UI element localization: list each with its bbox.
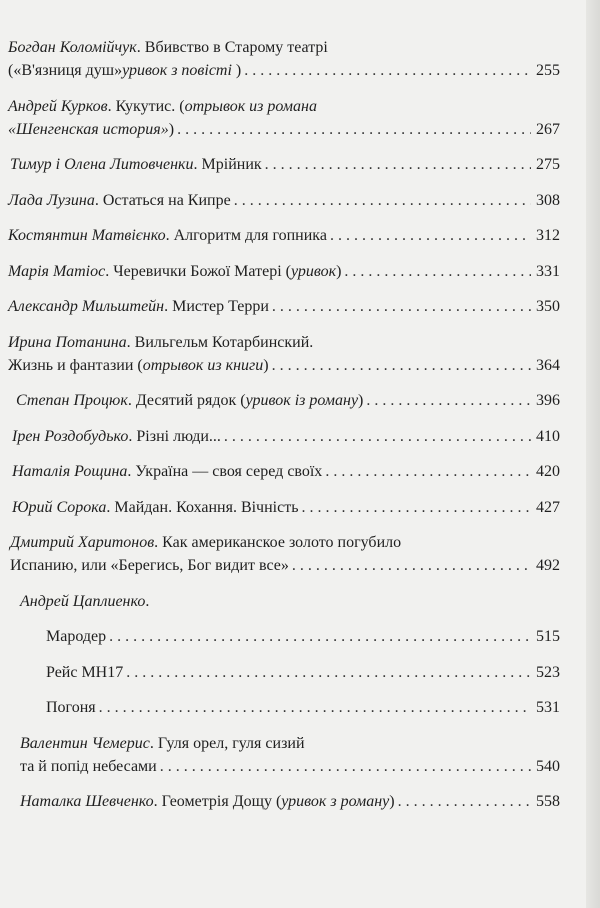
page-number: 331 [536,262,560,280]
entry-title: . Остаться на Кипре [94,191,231,209]
toc-line [8,95,560,118]
author-name: Степан Процюк [16,392,128,409]
author-name: Ірен Роздобудько [12,427,129,445]
toc-line [20,755,560,778]
page-number: 492 [536,557,560,574]
toc-line [46,661,560,684]
toc-text [10,153,262,176]
entry-title: . [145,592,150,610]
entry-title: . Вбивство в Старому театрі [136,39,328,56]
dot-leader [126,661,531,684]
toc-entry [0,732,560,778]
toc-line [8,118,560,141]
dot-leader [160,755,531,778]
dot-leader [325,460,531,483]
toc-text [8,95,317,118]
toc-line [20,590,560,613]
author-name: Богдан Коломійчук [8,39,137,56]
toc-line [10,554,560,577]
page-number: 312 [536,227,560,244]
toc-entry [0,95,560,141]
toc-entry [0,425,560,448]
author-name: Андрей Цаплиенко [20,592,146,610]
author-name: Тимур і Олена Литовченки [10,156,194,173]
toc-text [12,460,322,483]
toc-entry [0,260,560,283]
entry-title: . Вильгельм Котарбинский. [126,333,314,351]
toc-line [8,189,560,212]
toc-text [20,755,157,778]
toc-line [12,460,560,483]
toc-entry [0,460,560,483]
author-name: Юрий Сорока [12,498,107,516]
page-number: 255 [536,62,560,79]
page-number: 350 [536,298,560,315]
entry-note: уривок [290,262,337,280]
dot-leader [224,425,531,448]
dot-leader [398,790,531,813]
dot-leader [244,59,531,82]
dot-leader [234,189,531,212]
dot-leader [265,153,531,176]
entry-title: Рейс МН17 [46,663,124,681]
dot-leader [177,118,531,141]
toc-text [8,59,241,82]
toc-line [8,331,560,354]
toc-line [12,425,560,448]
toc-text [8,224,327,247]
author-name: Ирина Потанина [8,333,127,351]
page-number: 540 [536,757,560,775]
prefix: ( [8,62,14,79]
suffix: ) [263,356,269,374]
entry-title: . Мистер Терри [164,298,269,315]
dot-leader [272,295,531,318]
page-number: 308 [536,191,560,209]
author-name: Дмитрий Харитонов [10,534,155,551]
page-number: 515 [536,628,560,645]
dot-leader [330,224,531,247]
entry-title: . Геометрія Дощу ( [153,793,282,810]
toc-text [46,661,123,684]
suffix: ) [235,62,242,79]
toc-entry [0,531,560,577]
author-name: Андрей Курков [8,97,108,115]
toc-line [10,531,560,554]
toc-line [20,790,560,813]
toc-text [20,732,305,755]
entry-title: . Майдан. Кохання. Вічність [106,498,299,516]
page-number: 364 [536,356,560,374]
page-number: 410 [536,427,560,445]
toc-text [20,790,395,813]
dot-leader [99,696,531,719]
page-number: 420 [536,463,560,480]
toc-entry [0,295,560,318]
toc-text [10,554,289,577]
toc-text [8,331,313,354]
toc-entry [0,790,560,813]
page-number: 523 [536,663,560,681]
toc-text [16,389,363,412]
toc-text [8,36,328,59]
toc-line [8,354,560,377]
toc-line [46,696,560,719]
toc-line [8,295,560,318]
dot-leader [302,496,532,519]
entry-title: . Алгоритм для гопника [165,227,327,244]
toc-entry [0,496,560,519]
page-edge [586,0,600,908]
toc-entry [0,590,560,613]
toc-text [12,425,221,448]
page-number: 558 [536,793,560,810]
dot-leader [292,554,531,577]
entry-title: та й попід небесами [20,757,157,775]
suffix: ) [358,392,364,409]
toc-text [8,189,231,212]
toc-line [8,36,560,59]
page-number: 531 [536,699,560,716]
entry-title: . Как американское золото погубило [154,534,402,551]
page-number: 396 [536,392,560,409]
author-name: Наталія Рощина [12,463,128,480]
author-name: Марія Матіос [8,262,106,280]
author-name: Валентин Чемерис [20,734,150,752]
author-name: Наталка Шевченко [20,793,154,810]
entry-title: . Черевички Божої Матері ( [105,262,291,280]
dot-leader [344,260,531,283]
toc-entry [0,389,560,412]
page-number: 275 [536,156,560,173]
toc-text [8,295,269,318]
entry-title: . Різні люди... [128,427,221,445]
entry-note: уривок із роману [245,392,359,409]
toc-subentry [0,696,560,719]
entry-title: Мародер [46,628,107,645]
entry-note: уривок з роману [281,793,390,810]
suffix: ) [389,793,395,810]
entry-title: Жизнь и фантазии ( [8,356,143,374]
entry-title: Испанию, или «Берегись, Бог видит все» [10,557,289,574]
page-number: 267 [536,120,560,138]
entry-title: . Десятий рядок ( [127,392,246,409]
toc-line [8,224,560,247]
entry-title: «В'язниця душ» [13,62,123,79]
dot-leader [272,354,531,377]
entry-note: уривок з повісті [122,62,236,79]
entry-title: . Україна — своя серед своїх [127,463,323,480]
table-of-contents [0,36,560,826]
entry-title: . Кукутис. ( [107,97,185,115]
toc-line [16,389,560,412]
toc-line [10,153,560,176]
toc-line [20,732,560,755]
toc-text [8,354,269,377]
entry-title: . Мрійник [193,156,262,173]
toc-entry [0,331,560,377]
toc-text [10,531,401,554]
toc-line [8,59,560,82]
page-number: 427 [536,498,560,516]
toc-entry [0,189,560,212]
toc-subentry [0,661,560,684]
toc-text [8,260,341,283]
entry-title: Погоня [46,699,96,716]
toc-line [8,260,560,283]
dot-leader [109,625,531,648]
toc-entry [0,153,560,176]
toc-text [46,625,106,648]
entry-note: отрывок из романа [184,97,317,115]
toc-text [46,696,96,719]
entry-note: отрывок из книги [142,356,264,374]
toc-line [46,625,560,648]
author-name: Лада Лузина [8,191,95,209]
toc-text [8,118,174,141]
entry-note: «Шенгенская история» [8,120,169,138]
toc-entry [0,224,560,247]
toc-subentry [0,625,560,648]
toc-text [12,496,299,519]
toc-text [20,590,149,613]
suffix: ) [168,120,175,138]
author-name: Костянтин Матвієнко [8,227,166,244]
toc-line [12,496,560,519]
toc-entry [0,36,560,82]
entry-title: . Гуля орел, гуля сизий [149,734,305,752]
author-name: Александр Мильштейн [8,298,165,315]
dot-leader [366,389,531,412]
suffix: ) [336,262,342,280]
